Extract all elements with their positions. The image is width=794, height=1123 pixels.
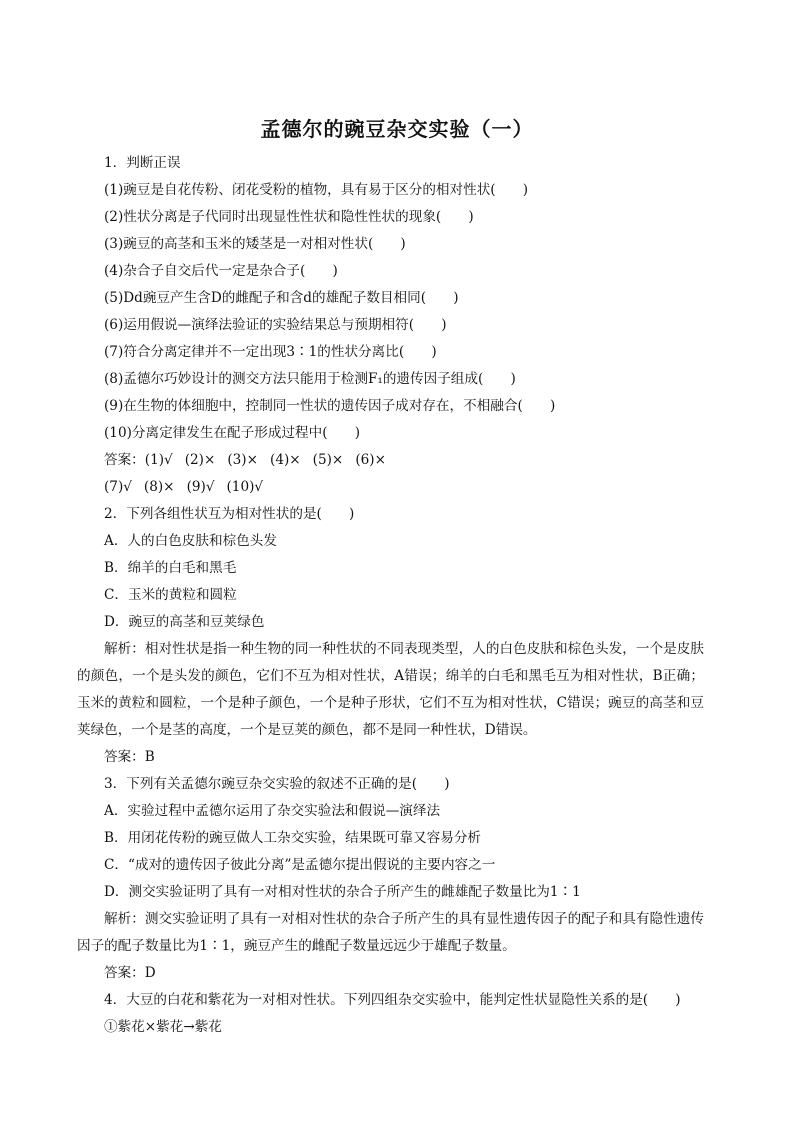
q2-option: B．绵羊的白毛和黑毛 [104, 560, 237, 576]
q1-item: (1)豌豆是自花传粉、闭花受粉的植物，具有易于区分的相对性状( ) [104, 182, 529, 198]
q1-item: (2)性状分离是子代同时出现显性性状和隐性性状的现象( ) [104, 209, 474, 225]
q3-option: C．“成对的遗传因子彼此分离”是孟德尔提出假说的主要内容之一 [104, 857, 496, 873]
q1-answer: (5)× [312, 452, 344, 468]
q1-item: (6)运用假说—演绎法验证的实验结果总与预期相符( ) [104, 317, 447, 333]
q1-answers-row-1 [104, 447, 704, 474]
document-body [77, 150, 704, 1041]
q1-answer: (4)× [270, 452, 301, 468]
q2-option: C．玉米的黄粒和圆粒 [104, 587, 237, 603]
q1-item: (3)豌豆的高茎和玉米的矮茎是一对相对性状( ) [104, 236, 406, 252]
q3-option: A．实验过程中孟德尔运用了杂交实验法和假说—演绎法 [104, 803, 441, 819]
q2-answer: 答案：B [104, 749, 155, 765]
q2-stem: 2．下列各组性状互为相对性状的是( ) [104, 506, 355, 522]
q4-stem: 4．大豆的白花和紫花为一对相对性状。下列四组杂交实验中，能判定性状显隐性关系的是( ) [104, 992, 681, 1008]
q3-option: B．用闭花传粉的豌豆做人工杂交实验，结果既可靠又容易分析 [104, 830, 482, 846]
q3-option: D．测交实验证明了具有一对相对性状的杂合子所产生的雌雄配子数量比为1∶1 [104, 884, 581, 900]
q3-stem: 3．下列有关孟德尔豌豆杂交实验的叙述不正确的是( ) [104, 776, 450, 792]
q1-answer: 答案：(1)√ [104, 452, 173, 468]
q1-item: (4)杂合子自交后代一定是杂合子( ) [104, 263, 338, 279]
q2-analysis: 解析：相对性状是指一种生物的同一种性状的不同表现类型，人的白色皮肤和棕色头发，一个是皮肤的颜色，一个是头发的颜色，它们不互为相对性状，A错误；绵羊的白毛和黑毛互为相对性状，B正确；玉米的黄粒和圆粒，一个是种子颜色，一个是种子形状，它们不互为相对性状，C错误；豌豆的高茎和豆荚绿色，一个是茎的高度，一个是豆荚的颜色，都不是同一种性状，D错误。 [77, 641, 704, 738]
q1-heading: 1．判断正误 [104, 155, 181, 171]
q1-item: (9)在生物的体细胞中，控制同一性状的遗传因子成对存在，不相融合( ) [104, 398, 556, 414]
q1-item: (8)孟德尔巧妙设计的测交方法只能用于检测F₁的遗传因子组成( ) [104, 371, 516, 387]
q2-option: D．豌豆的高茎和豆荚绿色 [104, 614, 265, 630]
q2-option: A．人的白色皮肤和棕色头发 [104, 533, 277, 549]
page-title: 孟德尔的豌豆杂交实验（一） [260, 117, 534, 141]
q1-answer: (2)× [184, 452, 216, 468]
q1-item: (5)Dd豌豆产生含D的雌配子和含d的雄配子数目相同( ) [104, 290, 459, 306]
q4-item: ①紫花×紫花→紫花 [104, 1019, 222, 1035]
q3-analysis: 解析：测交实验证明了具有一对相对性状的杂合子所产生的具有显性遗传因子的配子和具有隐性遗传因子的配子数量比为1∶1，豌豆产生的雌配子数量远远少于雄配子数量。 [77, 911, 704, 954]
q1-answer: (8)× [143, 479, 175, 495]
q1-item: (10)分离定律发生在配子形成过程中( ) [104, 425, 361, 441]
q1-answer: (9)√ [186, 479, 215, 495]
q1-answers-row-2 [104, 474, 704, 501]
q1-answer: (3)× [227, 452, 259, 468]
q1-answer: (6)× [355, 452, 386, 468]
q1-item: (7)符合分离定律并不一定出现3∶1的性状分离比( ) [104, 344, 437, 360]
q3-answer: 答案：D [104, 965, 156, 981]
q1-answer: (7)√ [104, 479, 132, 495]
q1-answer: (10)√ [226, 479, 264, 495]
